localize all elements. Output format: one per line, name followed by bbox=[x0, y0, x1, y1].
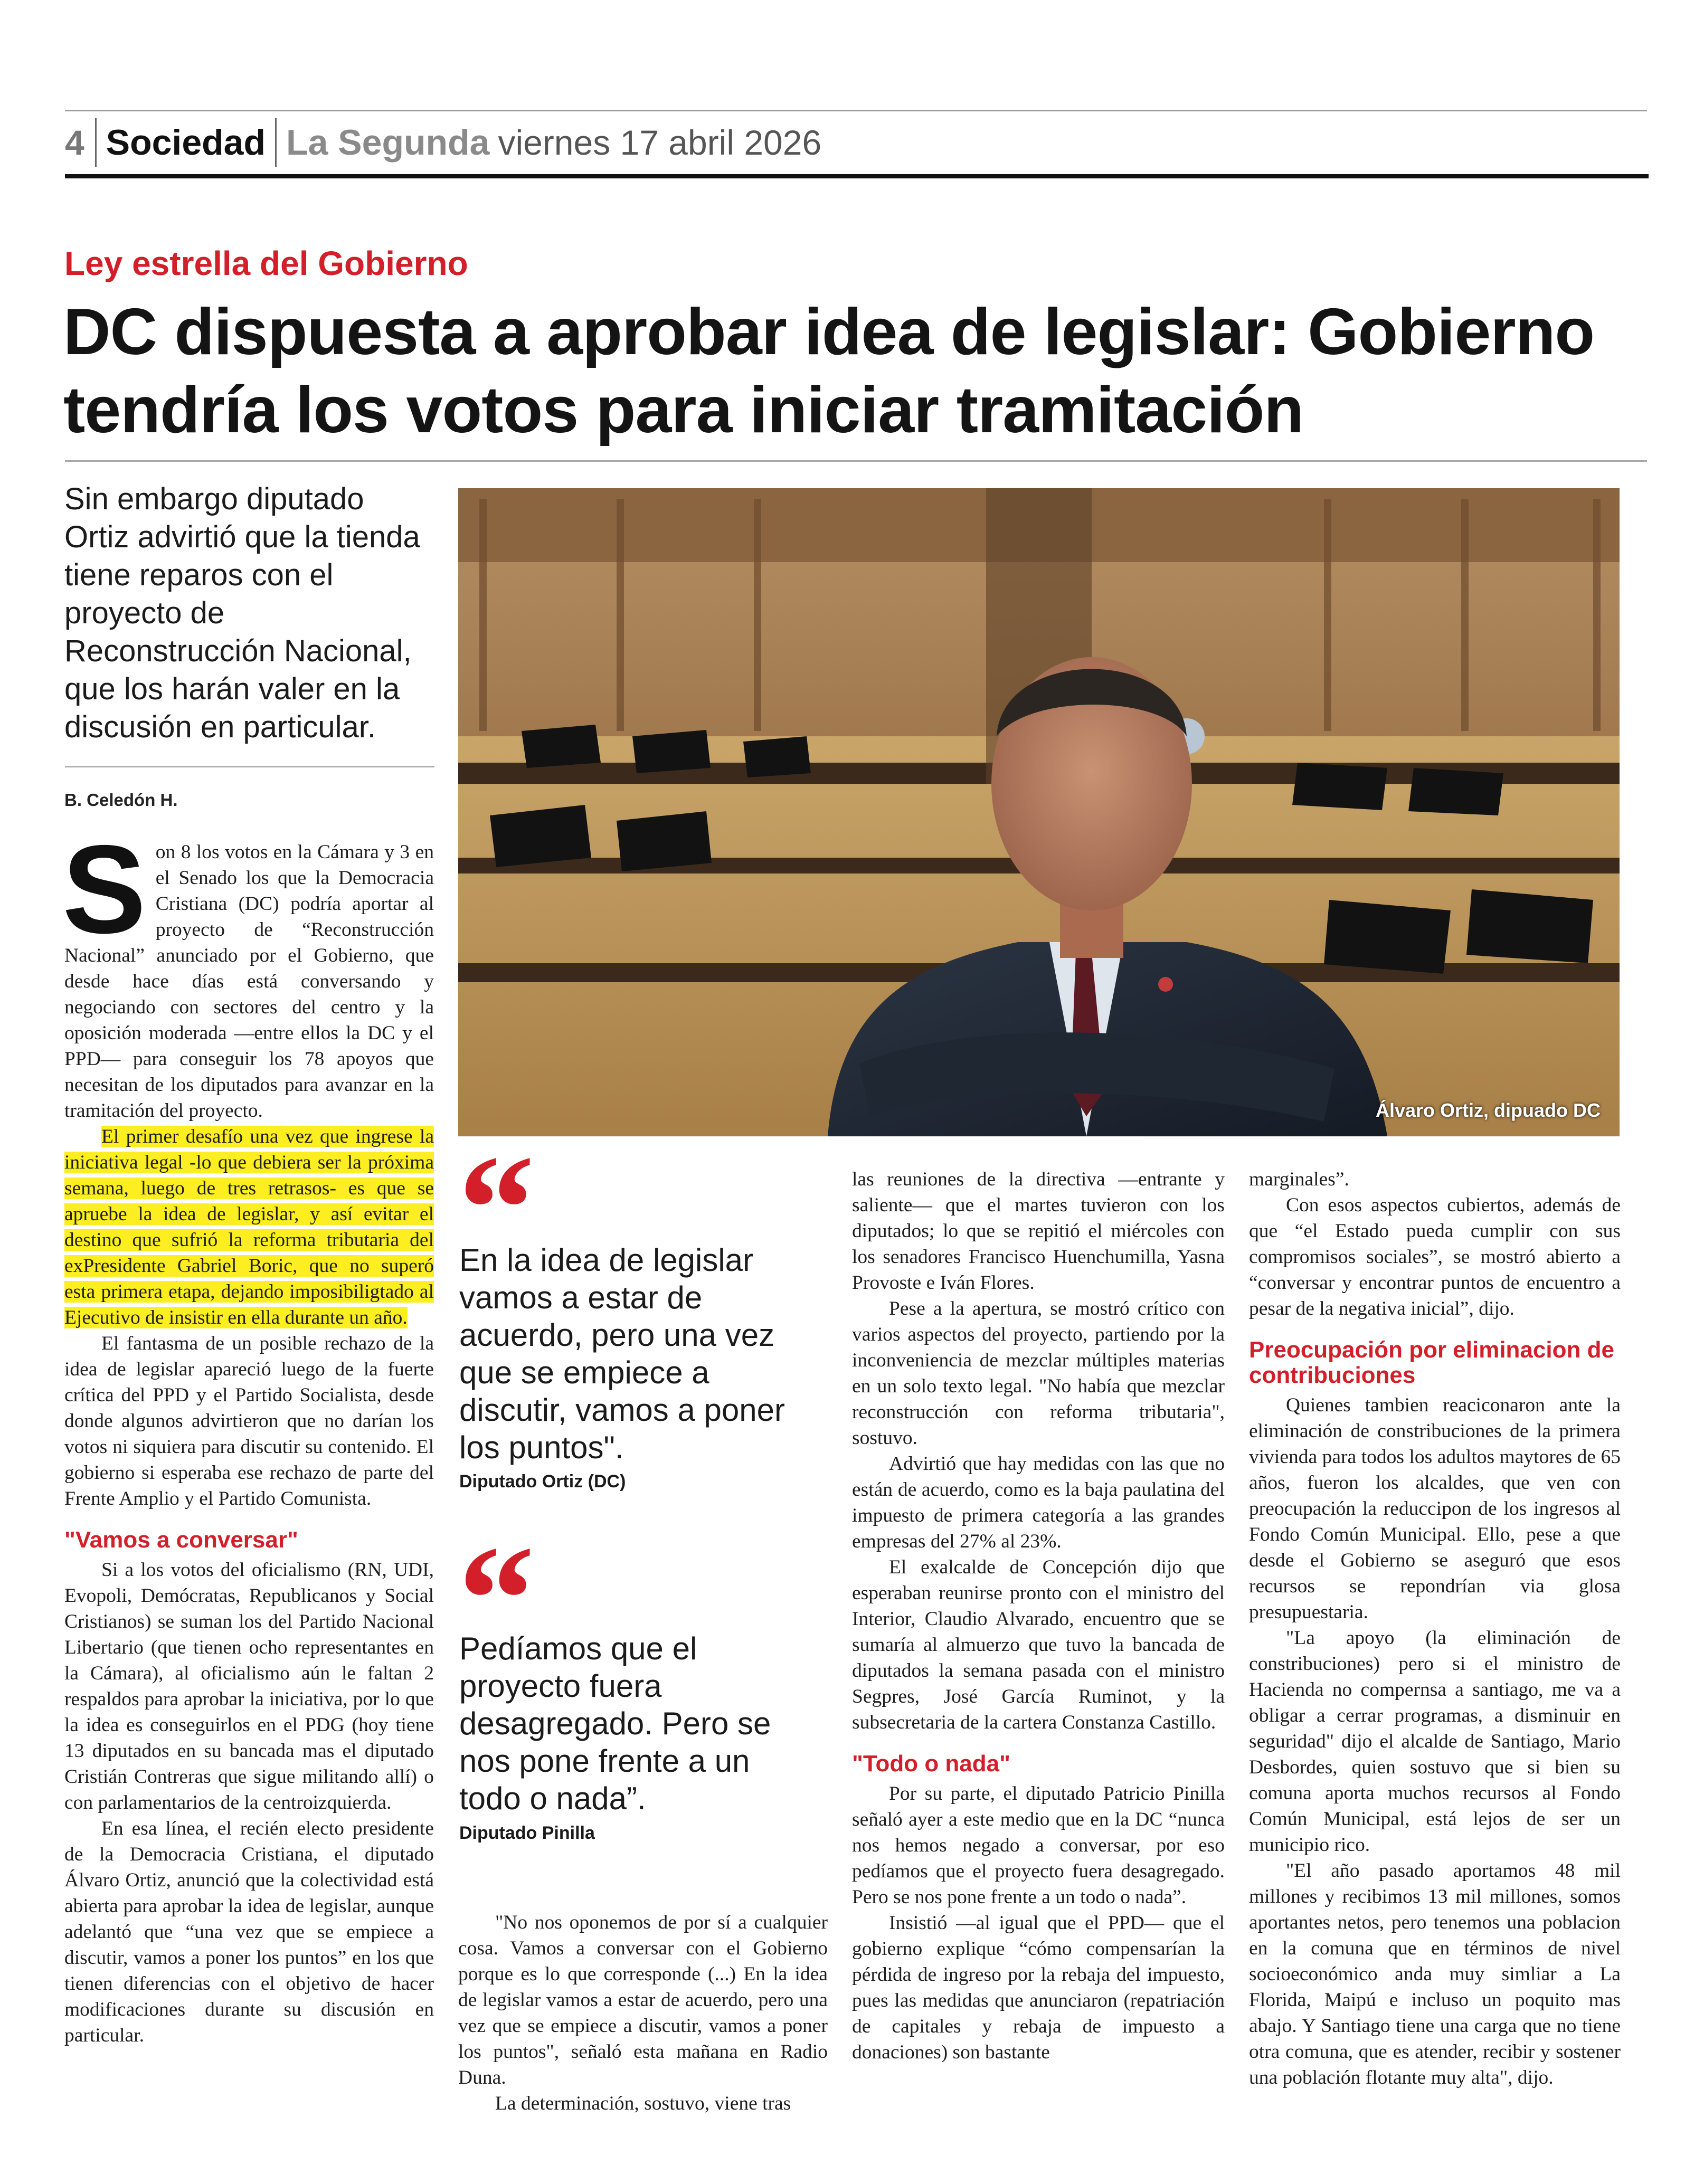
photo-caption: Álvaro Ortiz, dipuado DC bbox=[1375, 1099, 1601, 1121]
photo-illustration bbox=[458, 488, 1620, 1136]
article-byline: B. Celedón H. bbox=[64, 790, 178, 810]
paragraph: "No nos oponemos de por sí a cualquier cosa. Vamos a conversar con el Gobierno porque es lo que corresponde (...) En la idea de legislar vamos a estar de acuerdo, pero una vez que se empiece a discutir, vamos a poner los puntos", señaló esta mañana en Radio Duna. bbox=[458, 1912, 828, 2088]
lead-rule bbox=[65, 766, 434, 767]
page-number: 4 bbox=[65, 123, 84, 162]
issue-date: viernes 17 abril 2026 bbox=[498, 123, 822, 162]
pull-quote-attribution: Diputado Ortiz (DC) bbox=[459, 1471, 626, 1492]
paragraph: Advirtió que hay medidas con las que no están de acuerdo, como es la baja paulatina del impuesto de primera categoría a las grandes empresas del 27% al 23%. bbox=[852, 1453, 1225, 1552]
header-top-rule bbox=[65, 110, 1647, 111]
paragraph-highlighted bbox=[64, 1124, 434, 1331]
subheading: "Vamos a conversar" bbox=[64, 1527, 298, 1553]
article-headline: DC dispuesta a aprobar idea de legislar: Gobierno tendría los votos para iniciar tramitación bbox=[63, 296, 1595, 447]
article-kicker: Ley estrella del Gobierno bbox=[64, 244, 468, 282]
paragraph: Si a los votos del oficialismo (RN, UDI, Evopoli, Demócratas, Republicanos y Social Cristianos) se suman los del Partido Nacional Libertario (que tienen ocho representantes en la Cámara), al oficialismo aún le faltan 2 respaldos para aprobar la iniciativa, por lo que la idea es conseguirlos en el PDG (hoy tiene 13 diputados en su bancada mas el diputado Cristián Contreras que sigue militando allí) o con parlamentarios de la centroizquierda. bbox=[64, 1559, 434, 1813]
paragraph: on 8 los votos en la Cámara y 3 en el Senado los que la Democracia Cristiana (DC) podría aportar al proyecto de “Reconstrucción Nacional” anunciado por el Gobierno, que desde hace días está conversando y negociando con sectores del centro y la oposición moderada —entre ellos la DC y el PPD— para conseguir los 78 apoyos que necesitan de los diputados para avanzar en la tramitación del proyecto. bbox=[64, 841, 434, 1122]
paragraph: La determinación, sostuvo, viene tras bbox=[495, 2093, 791, 2114]
paragraph: Por su parte, el diputado Patricio Pinilla señaló ayer a este medio que en la DC “nunca nos hemos negado a conversar, por eso pedíamos que el proyecto fuera desagregado. Pero se nos pone frente a un todo o nada”. bbox=[852, 1783, 1225, 1908]
paragraph: En esa línea, el recién electo presidente de la Democracia Cristiana, el diputado Álvaro Ortiz, anunció que la colectividad está abierta para aprobar la idea de legislar, aunque adelantó que “una vez que se empiece a discutir, vamos a poner los puntos” en los que tienen diferencias con el objetivo de hacer modificaciones durante su discusión en particular. bbox=[64, 1818, 434, 2046]
paragraph: Con esos aspectos cubiertos, además de que “el Estado pueda cumplir con sus compromisos sociales”, se mostró abierto a “conversar y encontrar puntos de encuentro a pesar de la negativa inicial”, dijo. bbox=[1249, 1194, 1621, 1319]
paragraph: "La apoyo (la eliminación de constribuciones) pero si el ministro de Hacienda no compernsa a santiago, me va a obligar a cerrar programas, a disminuir en seguridad" dijo el alcalde de Santiago, Mario Desbordes, quien sostuvo que si bien su comuna aporta muchos recursos al Fondo Común Municipal, está lejos de ser un municipio rico. bbox=[1249, 1627, 1621, 1856]
article-column-4 bbox=[1249, 1166, 1621, 2091]
paragraph: marginales”. bbox=[1249, 1169, 1349, 1190]
article-column-1 bbox=[62, 820, 434, 2048]
paragraph: "El año pasado aportamos 48 mil millones y recibimos 13 mil millones, somos aportantes netos, pero tenemos una poblacion en la comuna que en términos de nivel socioeconómico anda muy simliar a La Florida, Maipú e incluso un poquito mas abajo. Y Santiago tiene una carga que no tiene otra comuna, que es atender, recibir y sostener una población flotante muy alta", dijo. bbox=[1249, 1860, 1621, 2088]
drop-cap: S bbox=[62, 820, 146, 960]
paragraph: Quienes tambien reaciconaron ante la eliminación de constribuciones de la primera vivienda para todos los adultos maytores de 65 años, fueron los alcaldes, que ven con preocupación la reduccipon de los ingresos al Fondo Común Municipal. Ello, pese a que desde el Gobierno se aseguró que esos recursos se repondrían via glosa presupuestaria. bbox=[1249, 1394, 1621, 1623]
highlighted-text: El primer desafío una vez que ingrese la iniciativa legal -lo que debiera ser la próxima semana, luego de tres retrasos- es que se apruebe la idea de legislar, y así evitar el destino que sufrió la reforma tributaria del exPresidente Gabriel Boric, que no superó esta primera etapa, dejando imposibiligtado al Ejecutivo de insistir en ella durante un año. bbox=[64, 1126, 434, 1328]
article-photo bbox=[458, 488, 1620, 1136]
paragraph: las reuniones de la directiva —entrante y saliente— que el martes tuvieron con los diputados; lo que se repitió el miércoles con los senadores Francisco Huenchumilla, Yasna Provoste e Iván Flores. bbox=[852, 1169, 1225, 1294]
paragraph: Pese a la apertura, se mostró crítico con varios aspectos del proyecto, partiendo por la inconveniencia de mezclar múltiples materias en un solo texto legal. "No había que mezclar reconstrucción con reforma tributaria", sostuvo. bbox=[852, 1298, 1225, 1449]
quote-mark-icon bbox=[458, 1546, 535, 1631]
section-name: Sociedad bbox=[106, 122, 266, 163]
article-column-2 bbox=[458, 1910, 828, 2116]
pull-quote-text: En la idea de legislar vamos a estar de acuerdo, pero una vez que se empiece a discutir, vamos a poner los puntos". bbox=[459, 1242, 785, 1465]
paragraph: El exalcalde de Concepción dijo que esperaban reunirse pronto con el ministro del Interior, Claudio Alvarado, encuentro que se sumaría al almuerzo que tuvo la bancada de diputados la semana pasada con el ministro Segpres, José García Ruminot, y la subsecretaria de la cartera Constanza Castillo. bbox=[852, 1556, 1225, 1733]
subheading: "Todo o nada" bbox=[852, 1751, 1010, 1777]
quote-mark-icon bbox=[458, 1156, 535, 1240]
newspaper-name: La Segunda bbox=[286, 122, 490, 163]
paragraph: El fantasma de un posible rechazo de la idea de legislar apareció luego de la fuerte crítica del PPD y el Partido Socialista, desde donde algunos advirtieron que no darían los votos ni siquiera para discutir su contenido. El gobierno si esperaba ese rechazo de parte del Frente Amplio y el Partido Comunista. bbox=[64, 1333, 434, 1509]
article-column-3 bbox=[852, 1166, 1225, 2065]
header-bottom-rule bbox=[65, 174, 1649, 178]
subheading: Preocupación por eliminacion de contribuciones bbox=[1249, 1337, 1614, 1388]
pull-quote-attribution: Diputado Pinilla bbox=[459, 1823, 595, 1843]
page-header bbox=[65, 113, 821, 172]
paragraph: Insistió —al igual que el PPD— que el gobierno explique “cómo compensarían la pérdida de ingreso por la rebaja del impuesto, pues las medidas que anunciaron (repatriación de capitales y rebaja de impuesto a donaciones) son bastante bbox=[852, 1912, 1225, 2063]
headline-rule bbox=[65, 460, 1647, 462]
pull-quote-text: Pedíamos que el proyecto fuera desagregado. Pero se nos pone frente a un todo o nada”. bbox=[459, 1631, 771, 1816]
article-lead: Sin embargo diputado Ortiz advirtió que la tienda tiene reparos con el proyecto de Reconstrucción Nacional, que los harán valer en la discusión en particular. bbox=[64, 482, 420, 744]
